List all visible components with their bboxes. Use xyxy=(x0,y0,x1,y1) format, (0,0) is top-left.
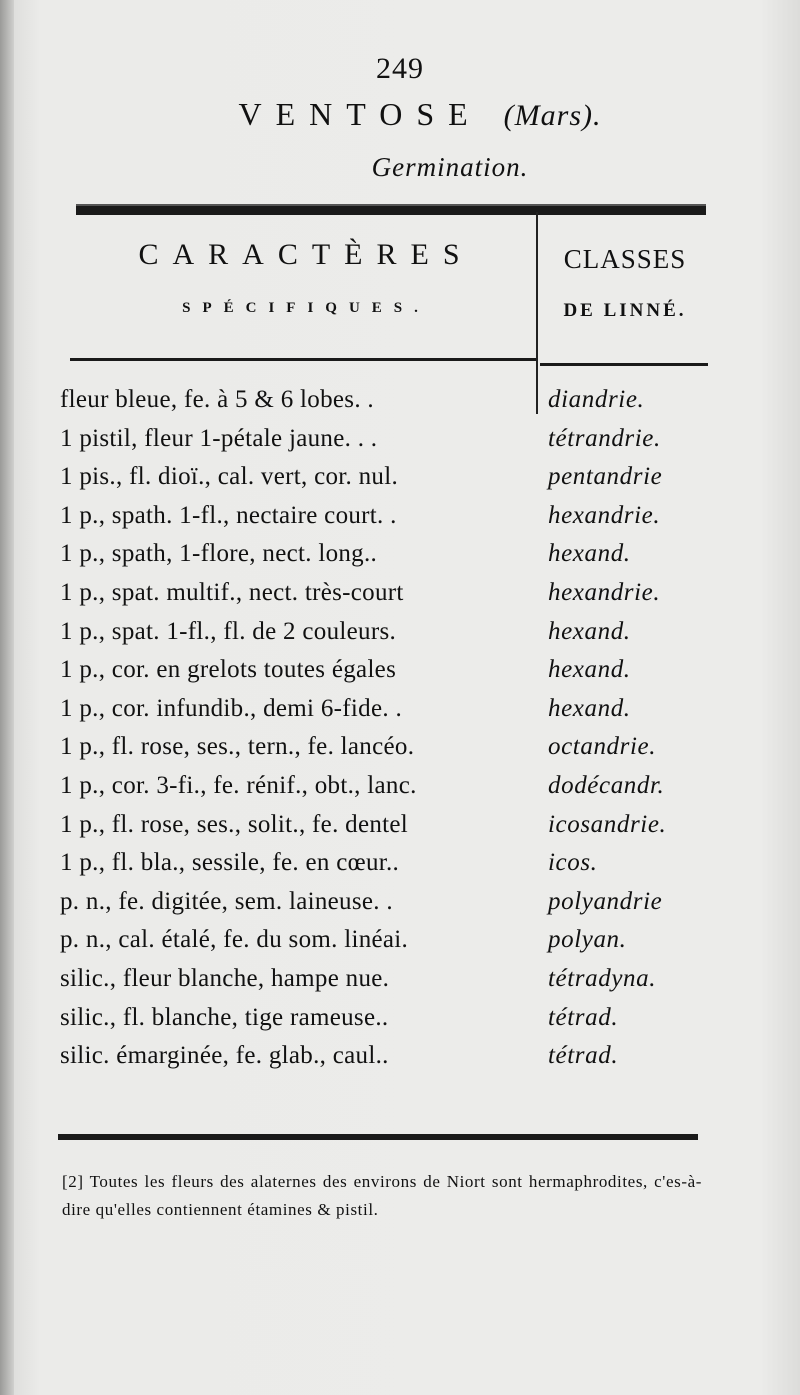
page-number: 249 xyxy=(376,52,424,85)
species-characters: 1 p., spath, 1-flore, nect. long.. xyxy=(60,540,378,568)
linnaean-class: icosandrie. xyxy=(548,810,667,838)
species-characters: 1 p., spat. multif., nect. très-court xyxy=(60,578,404,606)
right-column-heading: CLASSES xyxy=(563,244,687,274)
linnaean-class: pentandrie xyxy=(548,463,663,491)
species-characters: p. n., cal. étalé, fe. du som. linéai. xyxy=(60,926,409,954)
species-characters: 1 p., fl. rose, ses., solit., fe. dentel xyxy=(60,810,409,838)
species-table xyxy=(60,381,720,1076)
table-row xyxy=(60,690,720,729)
table-row xyxy=(60,844,720,883)
linnaean-class: hexand. xyxy=(548,540,631,568)
species-characters: 1 pistil, fleur 1-pétale jaune. . . xyxy=(60,424,378,452)
table-row xyxy=(60,651,720,690)
species-characters: silic., fleur blanche, hampe nue. xyxy=(60,964,390,992)
species-characters: p. n., fe. digitée, sem. laineuse. . xyxy=(60,887,393,915)
linnaean-class: tétradyna. xyxy=(548,964,657,992)
top-rule xyxy=(76,204,706,215)
page-gutter xyxy=(0,0,14,1395)
linnaean-class: octandrie. xyxy=(548,733,657,761)
heading-rule-right xyxy=(540,363,708,366)
species-characters: 1 p., spath. 1-fl., nectaire court. . xyxy=(60,501,397,529)
linnaean-class: icos. xyxy=(548,849,598,877)
linnaean-class: hexandrie. xyxy=(548,501,661,529)
heading-rule-left xyxy=(70,358,536,361)
right-column-subheading: DE LINNÉ. xyxy=(563,300,687,321)
table-row xyxy=(60,728,720,767)
left-column-heading: CARACTÈRES xyxy=(138,238,474,271)
linnaean-class: hexandrie. xyxy=(548,578,661,606)
species-characters: 1 p., fl. bla., sessile, fe. en cœur.. xyxy=(60,849,400,877)
table-row xyxy=(60,960,720,999)
linnaean-class: tétrad. xyxy=(548,1042,619,1070)
species-characters: 1 p., cor. en grelots toutes égales xyxy=(60,656,397,684)
table-row xyxy=(60,574,720,613)
species-characters: silic., fl. blanche, tige rameuse.. xyxy=(60,1003,389,1031)
linnaean-class: dodécandr. xyxy=(548,771,665,799)
species-characters: 1 p., cor. infundib., demi 6-fide. . xyxy=(60,694,402,722)
table-row xyxy=(60,613,720,652)
left-column-subheading: SPÉCIFIQUES. xyxy=(182,300,430,316)
table-row xyxy=(60,999,720,1038)
footnote: [2] Toutes les fleurs des alaternes des environs de Niort sont hermaphrodites, c'es-à-dire qu'elles contiennent étamines & pistil. xyxy=(62,1172,702,1219)
table-row xyxy=(60,921,720,960)
table-row xyxy=(60,767,720,806)
linnaean-class: hexand. xyxy=(548,694,631,722)
table-row xyxy=(60,458,720,497)
table-row xyxy=(60,381,720,420)
species-characters: silic. émarginée, fe. glab., caul.. xyxy=(60,1042,389,1070)
linnaean-class: hexand. xyxy=(548,617,631,645)
header-month: (Mars). xyxy=(503,99,602,132)
linnaean-class: tétrad. xyxy=(548,1003,619,1031)
table-row xyxy=(60,883,720,922)
species-characters: 1 pis., fl. dioï., cal. vert, cor. nul. xyxy=(60,463,399,491)
header-title: VENTOSE xyxy=(238,96,482,132)
species-characters: fleur bleue, fe. à 5 & 6 lobes. . xyxy=(60,386,374,413)
species-characters: 1 p., cor. 3-fi., fe. rénif., obt., lanc. xyxy=(60,771,417,799)
linnaean-class: polyan. xyxy=(548,926,627,954)
species-characters: 1 p., spat. 1-fl., fl. de 2 couleurs. xyxy=(60,617,397,645)
species-characters: 1 p., fl. rose, ses., tern., fe. lancéo. xyxy=(60,733,415,761)
section-subtitle: Germination. xyxy=(371,152,529,182)
linnaean-class: polyandrie xyxy=(548,887,663,915)
page-header xyxy=(0,96,800,133)
table-row xyxy=(60,1037,720,1076)
linnaean-class: tétrandrie. xyxy=(548,424,661,452)
table-row xyxy=(60,420,720,459)
table-row xyxy=(60,806,720,845)
bottom-rule xyxy=(58,1134,698,1140)
linnaean-class: hexand. xyxy=(548,656,631,684)
linnaean-class: diandrie. xyxy=(548,386,645,413)
table-row xyxy=(60,535,720,574)
table-row xyxy=(60,497,720,536)
